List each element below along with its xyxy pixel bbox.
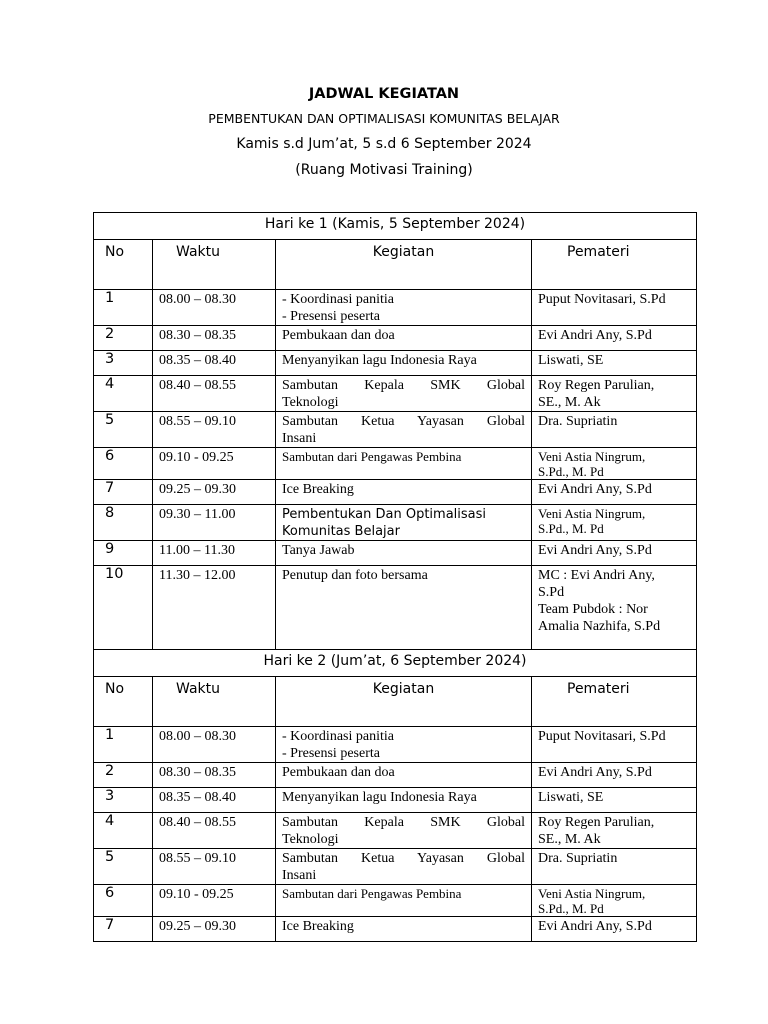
activity-line: Sambutan Kepala SMK Global [282, 378, 525, 393]
row-number: 3 [94, 788, 153, 813]
row-number: 4 [94, 376, 153, 412]
row-time: 08.30 – 08.35 [153, 326, 276, 351]
row-time: 09.25 – 09.30 [153, 917, 276, 942]
row-number: 1 [94, 727, 153, 763]
row-speaker [532, 917, 697, 942]
table-row [94, 849, 697, 885]
speaker-line: Veni Astia Ningrum, [538, 886, 646, 901]
row-speaker [532, 813, 697, 849]
row-speaker [532, 505, 697, 541]
table-row [94, 727, 697, 763]
row-speaker [532, 290, 697, 326]
activity-line: Menyanyikan lagu Indonesia Raya [282, 353, 477, 368]
speaker-line: Veni Astia Ningrum, [538, 506, 646, 521]
speaker-line: Puput Novitasari, S.Pd [538, 729, 666, 744]
row-activity [276, 290, 532, 326]
activity-line: Tanya Jawab [282, 543, 355, 558]
row-activity [276, 505, 532, 541]
speaker-line: MC : Evi Andri Any, [538, 568, 655, 583]
table-row [94, 326, 697, 351]
speaker-line: Evi Andri Any, S.Pd [538, 482, 652, 497]
table-row [94, 351, 697, 376]
table-row [94, 763, 697, 788]
activity-line: Pembentukan Dan Optimalisasi [282, 507, 487, 522]
row-speaker [532, 727, 697, 763]
speaker-line: Roy Regen Parulian, [538, 378, 655, 393]
row-time: 08.40 – 08.55 [153, 376, 276, 412]
row-activity [276, 885, 532, 917]
row-activity [276, 849, 532, 885]
activity-line: Menyanyikan lagu Indonesia Raya [282, 790, 477, 805]
table-row [94, 376, 697, 412]
speaker-line: Puput Novitasari, S.Pd [538, 292, 666, 307]
speaker-line: S.Pd., M. Pd [538, 901, 604, 916]
speaker-line: Evi Andri Any, S.Pd [538, 919, 652, 934]
activity-line: Insani [282, 431, 317, 446]
activity-line: Insani [282, 868, 317, 883]
row-activity [276, 788, 532, 813]
document-subtitle: PEMBENTUKAN DAN OPTIMALISASI KOMUNITAS BELAJAR [208, 111, 560, 126]
speaker-line: Dra. Supriatin [538, 851, 618, 866]
speaker-line: Team Pubdok : Nor [538, 602, 648, 617]
row-activity [276, 727, 532, 763]
row-speaker [532, 480, 697, 505]
row-activity [276, 480, 532, 505]
activity-line: Pembukaan dan doa [282, 328, 395, 343]
table-row [94, 788, 697, 813]
row-time: 08.30 – 08.35 [153, 763, 276, 788]
row-activity [276, 541, 532, 566]
day-heading: Hari ke 1 (Kamis, 5 September 2024) [94, 213, 697, 240]
row-time: 08.55 – 09.10 [153, 849, 276, 885]
activity-line: Penutup dan foto bersama [282, 568, 428, 583]
activity-line: Sambutan dari Pengawas Pembina [282, 449, 462, 464]
row-speaker [532, 376, 697, 412]
activity-line: Ice Breaking [282, 482, 354, 497]
table-row [94, 290, 697, 326]
row-time: 08.40 – 08.55 [153, 813, 276, 849]
row-time: 11.30 – 12.00 [153, 566, 276, 650]
row-number: 10 [94, 566, 153, 650]
row-time: 08.00 – 08.30 [153, 727, 276, 763]
activity-line: Ice Breaking [282, 919, 354, 934]
speaker-line: SE., M. Ak [538, 395, 601, 410]
table-row [94, 412, 697, 448]
activity-line: Sambutan Ketua Yayasan Global [282, 414, 525, 429]
row-activity [276, 763, 532, 788]
row-speaker [532, 412, 697, 448]
column-header-kegiatan: Kegiatan [276, 240, 532, 290]
speaker-line: Liswati, SE [538, 790, 604, 805]
row-activity [276, 566, 532, 650]
speaker-line: Dra. Supriatin [538, 414, 618, 429]
speaker-line: Evi Andri Any, S.Pd [538, 328, 652, 343]
activity-line: Sambutan dari Pengawas Pembina [282, 886, 462, 901]
row-time: 08.00 – 08.30 [153, 290, 276, 326]
activity-line: Komunitas Belajar [282, 524, 400, 539]
speaker-line: Amalia Nazhifa, S.Pd [538, 619, 661, 634]
row-activity [276, 412, 532, 448]
row-activity [276, 351, 532, 376]
row-time: 09.10 - 09.25 [153, 448, 276, 480]
row-activity [276, 376, 532, 412]
column-header-waktu: Waktu [153, 240, 276, 290]
row-time: 08.35 – 08.40 [153, 351, 276, 376]
row-number: 1 [94, 290, 153, 326]
column-header-row [94, 677, 697, 727]
row-activity [276, 917, 532, 942]
column-header-pemateri: Pemateri [532, 677, 697, 727]
row-number: 6 [94, 885, 153, 917]
row-speaker [532, 885, 697, 917]
speaker-line: Roy Regen Parulian, [538, 815, 655, 830]
row-number: 7 [94, 917, 153, 942]
row-number: 9 [94, 541, 153, 566]
activity-line: Pembukaan dan doa [282, 765, 395, 780]
row-number: 2 [94, 326, 153, 351]
date-line: Kamis s.d Jum’at, 5 s.d 6 September 2024 [236, 136, 532, 152]
column-header-pemateri: Pemateri [532, 240, 697, 290]
table-row [94, 813, 697, 849]
table-row [94, 566, 697, 650]
speaker-line: S.Pd., M. Pd [538, 521, 604, 536]
row-number: 5 [94, 412, 153, 448]
row-time: 08.35 – 08.40 [153, 788, 276, 813]
row-speaker [532, 849, 697, 885]
row-time: 09.30 – 11.00 [153, 505, 276, 541]
row-number: 4 [94, 813, 153, 849]
document-title: JADWAL KEGIATAN [308, 86, 460, 102]
schedule-table [93, 212, 697, 942]
column-header-kegiatan: Kegiatan [276, 677, 532, 727]
speaker-line: Liswati, SE [538, 353, 604, 368]
row-number: 5 [94, 849, 153, 885]
row-time: 08.55 – 09.10 [153, 412, 276, 448]
table-row [94, 448, 697, 480]
column-header-no: No [94, 240, 153, 290]
row-speaker [532, 448, 697, 480]
activity-line: - Koordinasi panitia [282, 729, 394, 744]
table-row [94, 541, 697, 566]
row-activity [276, 326, 532, 351]
activity-line: Sambutan Ketua Yayasan Global [282, 851, 525, 866]
activity-line: - Koordinasi panitia [282, 292, 394, 307]
day-heading-row [94, 650, 697, 677]
speaker-line: Veni Astia Ningrum, [538, 449, 646, 464]
speaker-line: Evi Andri Any, S.Pd [538, 765, 652, 780]
location-line: (Ruang Motivasi Training) [295, 162, 473, 178]
day-heading-row [94, 213, 697, 240]
table-row [94, 917, 697, 942]
activity-line: Teknologi [282, 832, 339, 847]
column-header-waktu: Waktu [153, 677, 276, 727]
speaker-line: SE., M. Ak [538, 832, 601, 847]
activity-line: - Presensi peserta [282, 746, 380, 761]
speaker-line: S.Pd., M. Pd [538, 464, 604, 479]
row-number: 3 [94, 351, 153, 376]
row-speaker [532, 763, 697, 788]
column-header-row [94, 240, 697, 290]
day-heading: Hari ke 2 (Jum’at, 6 September 2024) [94, 650, 697, 677]
row-time: 09.10 - 09.25 [153, 885, 276, 917]
row-time: 11.00 – 11.30 [153, 541, 276, 566]
row-speaker [532, 326, 697, 351]
row-time: 09.25 – 09.30 [153, 480, 276, 505]
row-speaker [532, 351, 697, 376]
speaker-line: Evi Andri Any, S.Pd [538, 543, 652, 558]
activity-line: - Presensi peserta [282, 309, 380, 324]
row-speaker [532, 788, 697, 813]
speaker-line: S.Pd [538, 585, 565, 600]
row-number: 8 [94, 505, 153, 541]
row-activity [276, 813, 532, 849]
column-header-no: No [94, 677, 153, 727]
row-speaker [532, 541, 697, 566]
row-number: 2 [94, 763, 153, 788]
table-row [94, 480, 697, 505]
schedule-table-body [94, 213, 697, 942]
row-number: 7 [94, 480, 153, 505]
activity-line: Sambutan Kepala SMK Global [282, 815, 525, 830]
activity-line: Teknologi [282, 395, 339, 410]
row-activity [276, 448, 532, 480]
table-row [94, 505, 697, 541]
table-row [94, 885, 697, 917]
row-speaker [532, 566, 697, 650]
row-number: 6 [94, 448, 153, 480]
